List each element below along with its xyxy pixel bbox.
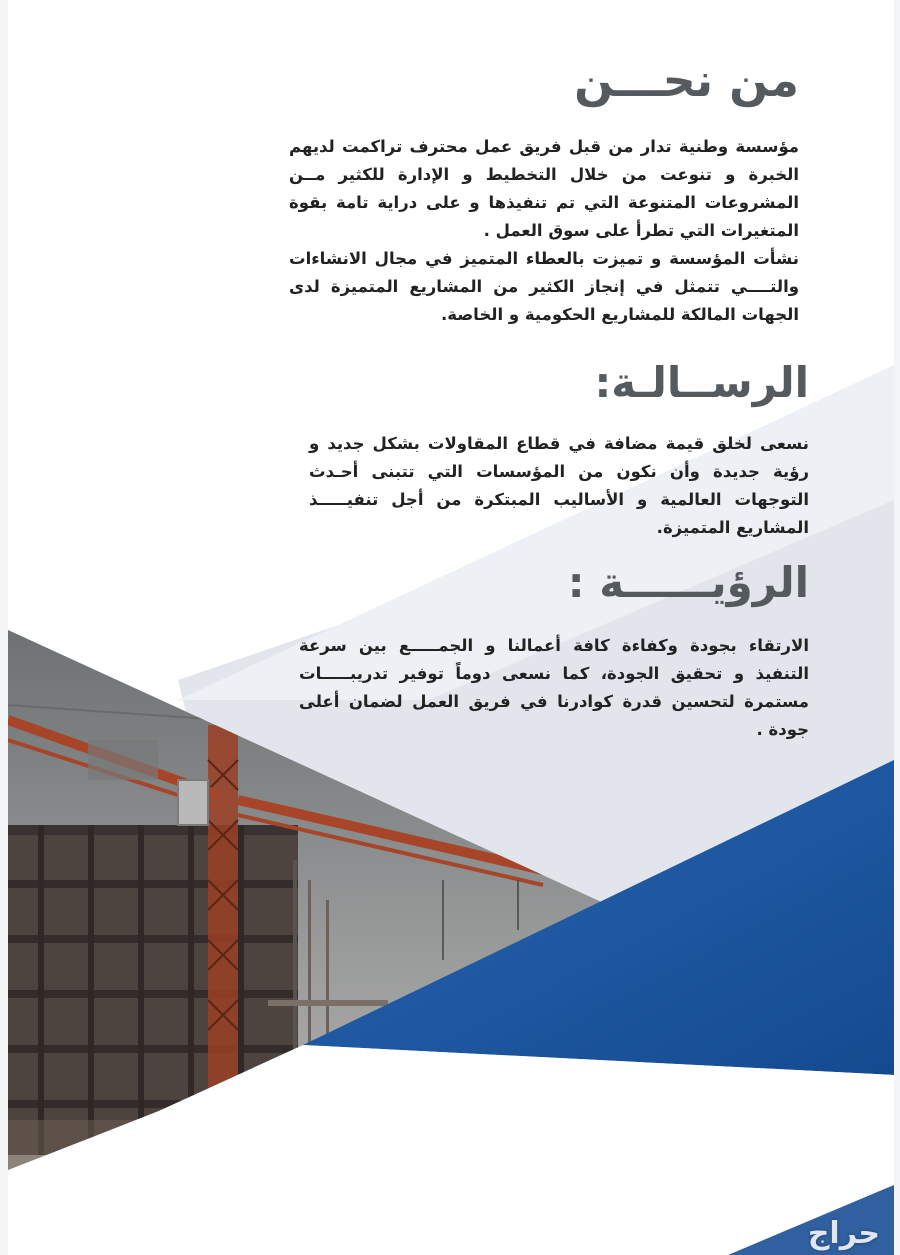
mission-title: الرســالـة: xyxy=(594,358,809,407)
about-title: من نحـــن xyxy=(574,53,799,107)
about-text xyxy=(289,133,799,329)
mission-text: نسعى لخلق قيمة مضافة في قطاع المقاولات بشكل جديد و رؤية جديدة وأن نكون من المؤسسات التي تتبنى أحـدث التوجهات العالمية و الأساليب المبتكرة من أجل تنفيـــــذ المشاريع المتميزة. xyxy=(309,434,809,537)
vision-title: الرؤيــــــة : xyxy=(567,558,809,607)
about-paragraph-2: نشأت المؤسسة و تميزت بالعطاء المتميز في مجال الانشاءات والتــــي تتمثل في إنجاز الكثير من المشاريع المتميزة لدى الجهات المالكة للمشاريع الحكومية و الخاصة. xyxy=(289,249,799,324)
brochure-page xyxy=(8,0,894,1255)
content-layer xyxy=(8,0,894,1255)
haraj-watermark: حراج xyxy=(807,1216,880,1251)
about-paragraph-1: مؤسسة وطنية تدار من قبل فريق عمل محترف تراكمت لديهم الخبرة و تنوعت من خلال التخطيط و الإدارة للكثير مــن المشروعات المتنوعة التي تم تنفيذها و على دراية تامة بقوة المتغيرات التي تطرأ على سوق العمل . xyxy=(289,137,799,240)
vision-text: الارتقاء بجودة وكفاءة كافة أعمالنا و الجمـــــع بين سرعة التنفيذ و تحقيق الجودة، كما نسعى دوماً توفير تدريبـــــات مستمرة لتحسين قدرة كوادرنا في فريق العمل لضمان أعلى جودة . xyxy=(299,636,809,739)
